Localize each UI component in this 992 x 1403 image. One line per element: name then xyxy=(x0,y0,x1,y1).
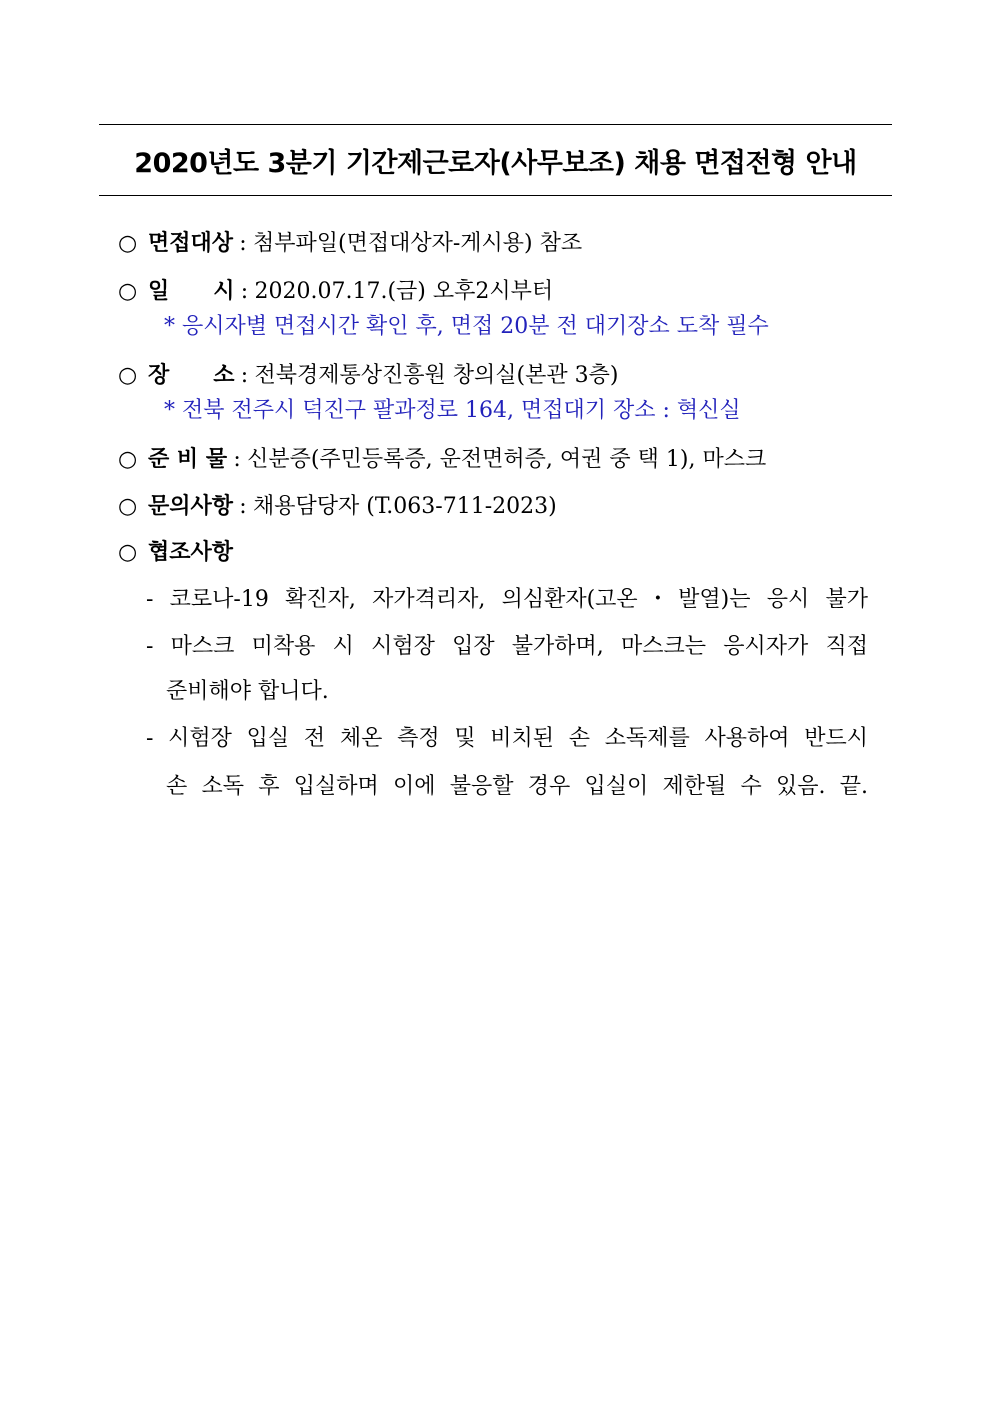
colon: : xyxy=(239,231,247,256)
item-preparation xyxy=(118,444,766,475)
cooperation-line-3: - 시험장 입실 전 체온 측정 및 비치된 손 소독제를 사용하여 반드시 xyxy=(146,726,868,751)
cooperation-line-3-cont: 손 소독 후 입실하며 이에 불응할 경우 입실이 제한될 수 있음. 끝. xyxy=(166,774,868,799)
colon: : xyxy=(240,363,249,388)
item-value: 채용담당자 (T.063-711-2023) xyxy=(253,494,557,519)
colon: : xyxy=(239,494,247,519)
circle-bullet-icon: ○ xyxy=(118,447,138,472)
item-label: 일 시 xyxy=(148,278,235,304)
item-datetime xyxy=(118,276,553,307)
document-title: 2020년도 3분기 기간제근로자(사무보조) 채용 면접전형 안내 xyxy=(134,147,857,179)
item-location xyxy=(118,360,618,391)
item-label: 면접대상 xyxy=(148,230,234,256)
item-value: 첨부파일(면접대상자-게시용) 참조 xyxy=(253,231,583,256)
note-schedule: * 응시자별 면접시간 확인 후, 면접 20분 전 대기장소 도착 필수 xyxy=(164,314,769,339)
circle-bullet-icon: ○ xyxy=(118,363,138,388)
item-label: 협조사항 xyxy=(148,539,234,565)
item-cooperation xyxy=(118,537,233,568)
title-bar xyxy=(99,124,892,196)
circle-bullet-icon: ○ xyxy=(118,279,138,304)
circle-bullet-icon: ○ xyxy=(118,494,138,519)
colon: : xyxy=(240,279,249,304)
item-value: 2020.07.17.(금) 오후2시부터 xyxy=(254,279,554,304)
item-value: 전북경제통상진흥원 창의실(본관 3층) xyxy=(254,363,619,388)
item-value: 신분증(주민등록증, 운전면허증, 여권 중 택 1), 마스크 xyxy=(247,447,767,472)
item-label: 준 비 물 xyxy=(148,446,228,472)
item-label: 문의사항 xyxy=(148,493,234,519)
cooperation-line-2: - 마스크 미착용 시 시험장 입장 불가하며, 마스크는 응시자가 직접 xyxy=(146,634,868,659)
note-location: * 전북 전주시 덕진구 팔과정로 164, 면접대기 장소 : 혁신실 xyxy=(164,398,741,423)
cooperation-line-2-cont: 준비해야 합니다. xyxy=(166,679,329,704)
item-interview-target xyxy=(118,228,582,259)
circle-bullet-icon: ○ xyxy=(118,231,138,256)
item-inquiry xyxy=(118,491,557,522)
circle-bullet-icon: ○ xyxy=(118,540,138,565)
item-label: 장 소 xyxy=(148,362,235,388)
colon: : xyxy=(233,447,241,472)
cooperation-line-1: - 코로나-19 확진자, 자가격리자, 의심환자(고온・발열)는 응시 불가 xyxy=(146,587,868,612)
